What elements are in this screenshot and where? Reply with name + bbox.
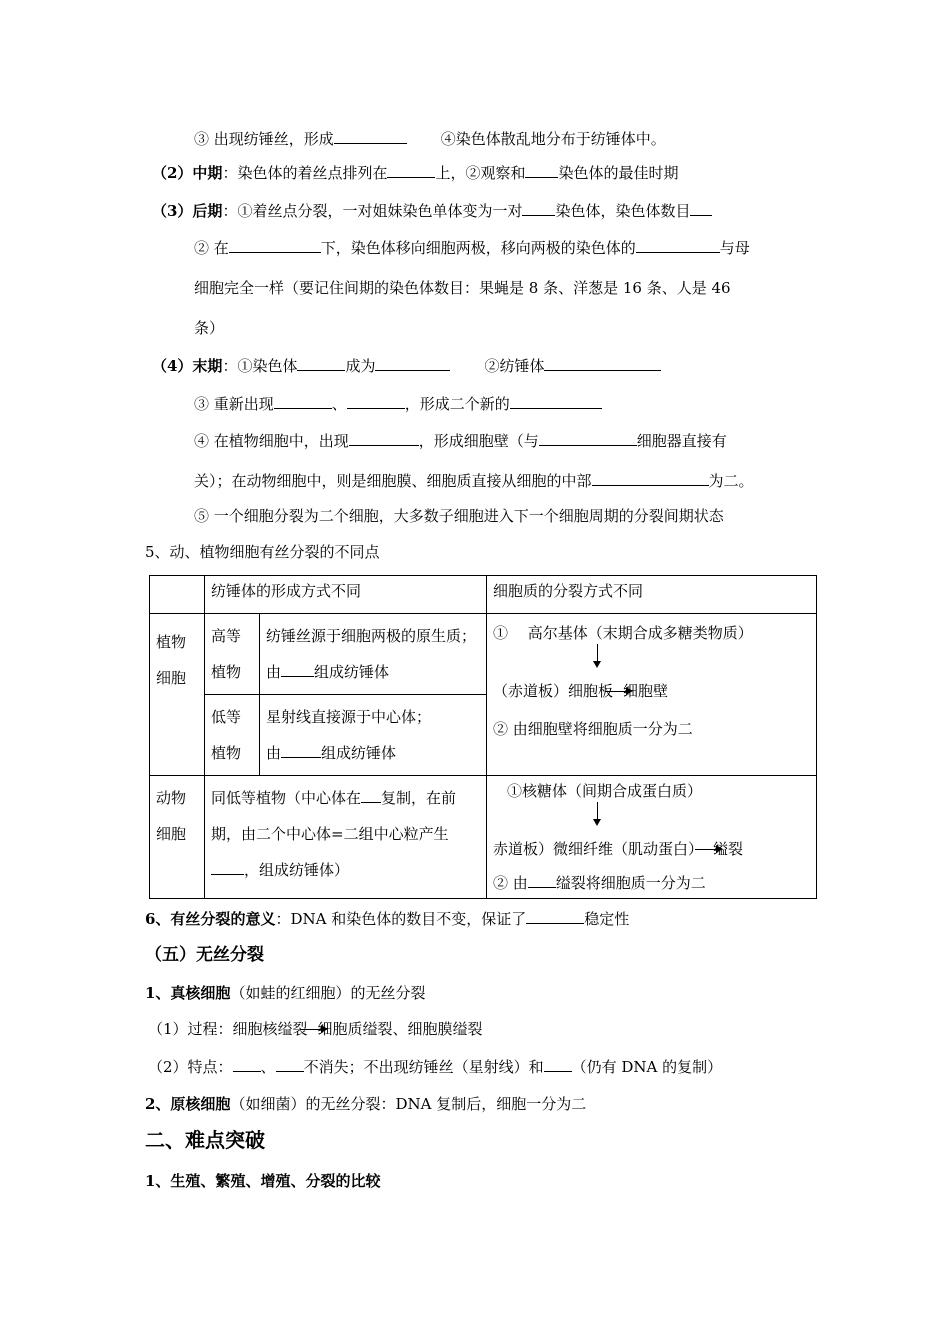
blank[interactable] [297,355,345,371]
blank[interactable] [387,162,435,178]
amitosis-title: （五）无丝分裂 [145,945,264,965]
blank[interactable] [229,237,321,253]
header-spindle: 纺锤体的形成方式不同 [205,576,487,614]
blank[interactable] [276,1056,304,1072]
anaphase-line4: 条） [194,319,225,337]
section5-title: 5、动、植物细胞有丝分裂的不同点 [145,543,380,561]
animal-step1: ①核糖体（间期合成蛋白质） [507,782,703,800]
blank[interactable] [522,200,555,216]
comparison-title: 1、生殖、繁殖、增殖、分裂的比较 [145,1172,381,1190]
metaphase-label: （2）中期 [152,164,223,182]
telophase-line4: 关）；在动物细胞中，则是细胞膜、细胞质直接从细胞的中部 为二。 [194,472,754,490]
blank[interactable] [211,859,244,875]
blank[interactable] [544,355,661,371]
process-line: （1）过程：细胞核缢裂 细胞质缢裂、细胞膜缢裂 [148,1020,483,1038]
table-row-animal [150,776,817,899]
plant-step2: （赤道板）细胞板 细胞壁 [493,682,669,700]
blank[interactable] [539,430,637,446]
metaphase-line: （2）中期：染色体的着丝点排列在 上，②观察和 染色体的最佳时期 [152,164,679,182]
blank[interactable] [281,661,314,677]
telophase-line2: ③ 重新出现 、 ，形成二个新的 [194,393,602,414]
blank[interactable] [349,430,419,446]
cell-animal-cytoplasm [487,776,817,899]
blank[interactable] [526,908,584,924]
blank[interactable] [274,393,332,409]
anaphase-label: （3）后期 [152,202,223,220]
eukaryote-line: 1、真核细胞（如蛙的红细胞）的无丝分裂 [145,984,426,1002]
header-cytoplasm: 细胞质的分裂方式不同 [487,576,817,614]
table-header-row [150,576,817,614]
blank[interactable] [510,393,602,409]
eukaryote-label: 1、真核细胞 [145,984,231,1002]
prokaryote-label: 2、原核细胞 [145,1095,231,1113]
section6-line: 6、有丝分裂的意义：DNA 和染色体的数目不变，保证了 稳定性 [145,910,630,928]
cell-lower-plant: 低等植物 [205,695,260,776]
features-line: （2）特点： 、 不消失；不出现纺锤丝（星射线）和 （仍有 DNA 的复制） [148,1058,723,1076]
blank[interactable] [347,393,405,409]
prophase-item3-line: ③ 出现纺锤丝，形成 ④染色体散乱地分布于纺锤体中。 [194,130,666,148]
blank[interactable] [544,1056,572,1072]
telophase-line3: ④ 在植物细胞中，出现 ，形成细胞壁（与 细胞器直接有 [194,432,727,450]
blank[interactable] [281,742,321,758]
arrow-right-icon [300,1029,326,1031]
arrow-right-icon [695,849,721,851]
arrow-down-icon [597,644,599,666]
blank[interactable] [636,237,720,253]
blank[interactable] [528,872,556,888]
cell-plant: 植物细胞 [150,614,205,776]
prokaryote-line: 2、原核细胞（如细菌）的无丝分裂：DNA 复制后，细胞一分为二 [145,1095,587,1113]
blank[interactable] [361,787,381,803]
anaphase-line3: 细胞完全一样（要记住间期的染色体数目：果蝇是 8 条、洋葱是 16 条、人是 46 [194,279,731,297]
prophase-item4: ④染色体散乱地分布于纺锤体中。 [440,130,666,148]
telophase-label: （4）末期 [152,357,223,375]
blank[interactable] [375,355,450,371]
anaphase-line1: （3）后期：①着丝点分裂，一对姐妹染色单体变为一对 染色体，染色体数目 [152,200,712,221]
blank[interactable] [233,1056,261,1072]
animal-step2: 赤道板）微细纤维（肌动蛋白） 缢裂 [493,840,744,858]
blank[interactable] [592,470,709,486]
cell-animal-spindle: 同低等植物（中心体在 复制，在前期，由二个中心体=二组中心粒产生，组成纺锤体） [205,776,487,899]
blank[interactable] [525,162,558,178]
table-row-higher-plant [150,614,817,695]
section6-label: 6、有丝分裂的意义 [145,910,276,928]
cell-higher-spindle: 纺锤丝源于细胞两极的原生质；由 组成纺锤体 [260,614,487,695]
blank[interactable] [690,200,712,216]
anaphase-line2: ② 在 下，染色体移向细胞两极，移向两极的染色体的 与母 [194,239,750,257]
cell-plant-cytoplasm [487,614,817,776]
cell-higher-plant: 高等植物 [205,614,260,695]
plant-step1: ① 高尔基体（末期合成多糖类物质） [493,624,753,642]
cell-animal: 动物细胞 [150,776,205,899]
plant-step3: ② 由细胞壁将细胞质一分为二 [493,720,693,738]
blank[interactable] [334,128,407,144]
arrow-right-icon [605,691,631,693]
telophase-line5: ⑤ 一个细胞分裂为二个细胞，大多数子细胞进入下一个细胞周期的分裂间期状态 [194,507,724,525]
arrow-down-icon [597,802,599,824]
animal-step3: ② 由 缢裂将细胞质一分为二 [493,874,706,892]
cell-lower-spindle: 星射线直接源于中心体； 由 组成纺锤体 [260,695,487,776]
comparison-table [149,575,817,899]
difficulty-title: 二、难点突破 [145,1128,265,1152]
telophase-line1: （4）末期：①染色体 成为 ②纺锤体 [152,355,661,376]
